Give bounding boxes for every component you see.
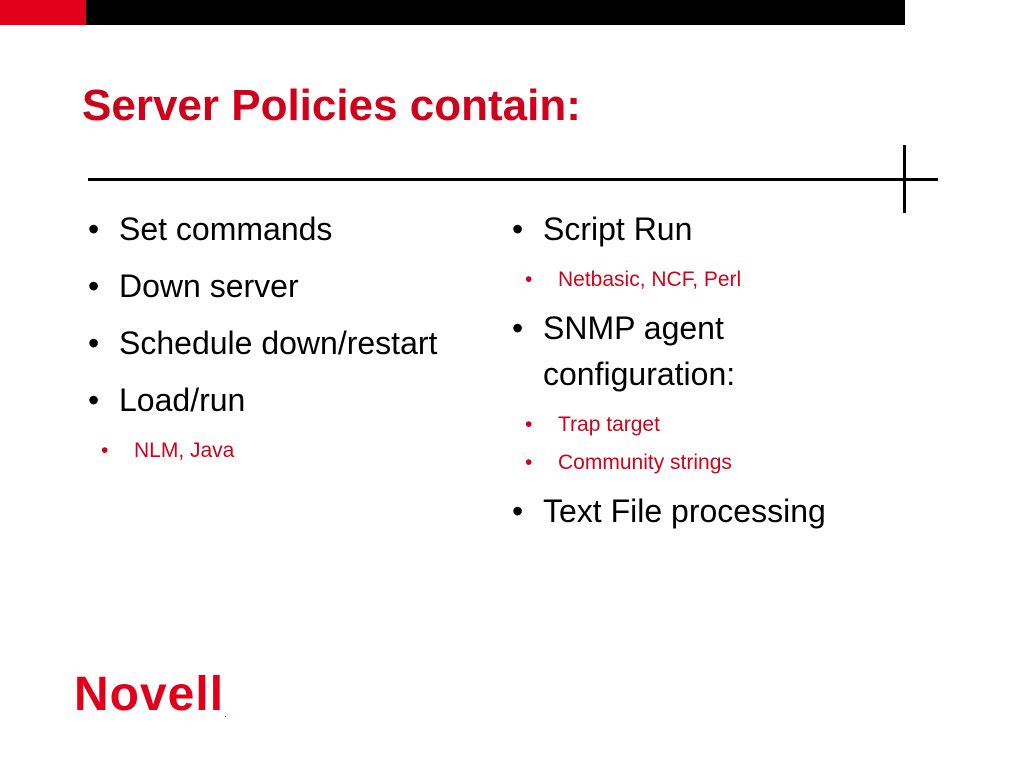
bullet-icon: •: [512, 211, 524, 247]
list-item-text: Text File processing: [543, 493, 826, 529]
sub-list-item-text: Netbasic, NCF, Perl: [558, 268, 742, 291]
top-bar-red-segment: [0, 0, 86, 25]
sub-list-item: [512, 263, 852, 297]
logo-registered-mark: .: [224, 709, 227, 720]
bullet-icon: •: [88, 268, 100, 304]
sub-bullet-icon: •: [525, 268, 533, 291]
bullet-icon: •: [512, 493, 524, 529]
left-bullet-list: [88, 206, 468, 476]
sub-list: [512, 263, 852, 297]
sub-list-item-text: Community strings: [558, 451, 732, 474]
sub-list: [88, 434, 468, 468]
sub-list-item: [88, 434, 468, 468]
right-bullet-list: [512, 206, 852, 545]
list-item: [512, 206, 852, 252]
sub-bullet-icon: •: [101, 439, 109, 462]
list-item: [512, 488, 852, 534]
sub-list-item: [512, 408, 852, 442]
sub-list-item-text: NLM, Java: [134, 439, 235, 462]
sub-list-item: [512, 446, 852, 480]
list-item: [88, 377, 468, 423]
logo-wordmark: Novell: [74, 668, 225, 721]
sub-bullet-icon: •: [525, 413, 533, 436]
title-divider: [88, 178, 938, 181]
sub-list-item-text: Trap target: [558, 413, 660, 436]
novell-logo: [74, 670, 227, 720]
list-item: [88, 320, 468, 366]
list-item-text: Down server: [119, 268, 299, 304]
list-item-text: Load/run: [119, 382, 246, 418]
list-item: [88, 206, 468, 252]
sub-list: [512, 408, 852, 480]
sub-bullet-icon: •: [525, 451, 533, 474]
list-item-text: Script Run: [543, 211, 693, 247]
slide-title: Server Policies contain:: [82, 81, 581, 130]
divider-crosshair-mark: [903, 145, 906, 213]
list-item-text: SNMP agent configuration:: [543, 310, 736, 392]
list-item-text: Schedule down/restart: [119, 325, 438, 361]
top-bar-black-segment: [86, 0, 905, 25]
list-item-text: Set commands: [119, 211, 333, 247]
bullet-icon: •: [512, 310, 524, 346]
list-item: [512, 305, 852, 397]
bullet-icon: •: [88, 325, 100, 361]
list-item: [88, 263, 468, 309]
bullet-icon: •: [88, 382, 100, 418]
bullet-icon: •: [88, 211, 100, 247]
